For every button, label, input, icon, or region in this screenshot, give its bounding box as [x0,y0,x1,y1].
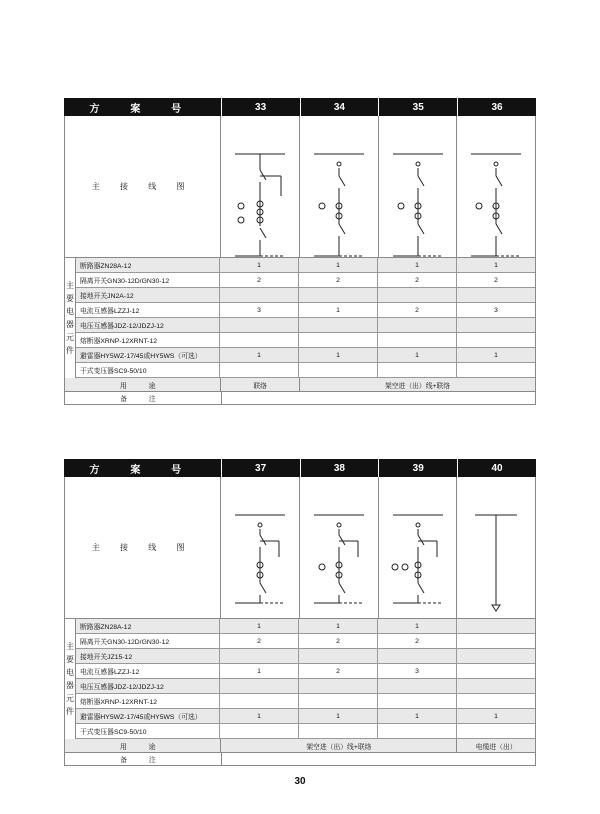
usage-label: 用 途 [65,739,221,752]
components-block [64,258,536,378]
components-block [64,619,536,739]
wiring-diagram-35 [379,116,458,257]
scheme-number: 36 [457,98,536,116]
table-header [64,98,536,116]
component-row [76,649,535,664]
component-quantity [220,679,299,693]
wiring-diagram-38 [300,477,379,618]
component-quantity [378,694,457,708]
component-quantity: 1 [494,261,498,269]
scheme-number-label: 方 案 号 [89,103,196,115]
component-name: 电流互感器LZZJ-12 [76,664,220,678]
component-quantity [457,649,535,663]
component-quantity: 2 [299,664,378,678]
wiring-diagram-39 [379,477,458,618]
component-name: 熔断器XRNP-12XRNT-12 [76,694,220,708]
scheme-table-1 [64,98,536,405]
component-quantity: 1 [378,619,457,633]
component-quantity [299,318,378,332]
scheme-number: 39 [378,459,457,477]
component-row [76,694,535,709]
component-quantity [457,363,535,377]
component-row [76,258,535,273]
component-name: 干式变压器SC9-50/10 [76,363,220,377]
component-quantity [220,333,299,347]
component-quantity [299,679,378,693]
wiring-diagram-36 [457,116,535,257]
usage-cell: 架空进（出）线+联络 [221,739,457,752]
component-rows [76,258,535,378]
component-quantity [378,649,457,663]
scheme-number: 34 [300,98,379,116]
usage-row [64,739,536,753]
component-quantity [378,363,457,377]
component-name: 干式变压器SC9-50/10 [76,724,220,738]
component-row [76,288,535,303]
component-quantity: 1 [220,664,299,678]
note-label: 备 注 [65,753,222,765]
component-quantity [457,724,535,738]
component-quantity: 1 [299,709,378,723]
component-quantity: 1 [299,348,378,362]
component-row [76,724,535,739]
component-quantity [378,724,457,738]
component-name: 接地开关JN2A-12 [76,288,220,302]
component-quantity: 3 [220,303,299,317]
component-quantity: 1 [220,348,299,362]
component-quantity [457,288,535,302]
usage-cell: 联络 [221,378,300,391]
component-quantity [457,664,535,678]
wiring-diagram-row [64,116,536,258]
component-quantity [220,694,299,708]
component-quantity [457,318,535,332]
component-quantity [220,363,299,377]
component-quantity [220,318,299,332]
wiring-diagram-33 [221,116,300,257]
component-quantity: 1 [220,258,299,272]
component-name: 接地开关JZ15-12 [76,649,220,663]
component-quantity [457,634,535,648]
component-row [76,664,535,679]
component-quantity [220,649,299,663]
scheme-number: 37 [221,459,300,477]
component-quantity [220,724,299,738]
component-quantity [299,649,378,663]
component-name: 电压互感器JDZ-12/JDZJ-12 [76,318,220,332]
component-quantity: 2 [378,634,457,648]
component-row [76,318,535,333]
component-quantity [299,363,378,377]
component-row [76,634,535,649]
component-quantity: 1 [220,619,299,633]
component-quantity [457,694,535,708]
component-quantity [378,318,457,332]
component-row [76,679,535,694]
component-quantity: 1 [494,712,498,720]
component-quantity [299,333,378,347]
component-name: 避雷器HY5WZ-17/45或HY5WS（可选） [76,709,220,723]
usage-label: 用 途 [65,378,221,391]
component-quantity: 2 [299,634,378,648]
component-quantity: 3 [494,306,498,314]
component-row [76,348,535,363]
component-quantity [378,679,457,693]
component-quantity: 2 [378,303,457,317]
component-quantity [220,288,299,302]
component-quantity: 1 [378,709,457,723]
scheme-number: 33 [221,98,300,116]
scheme-number: 38 [300,459,379,477]
component-quantity [299,724,378,738]
component-quantity: 3 [378,664,457,678]
scheme-table-2 [64,459,536,766]
component-quantity: 2 [494,276,498,284]
component-name: 隔离开关GN30-12D/GN30-12 [76,273,220,287]
component-quantity [378,333,457,347]
component-rows [76,619,535,739]
usage-row [64,378,536,392]
component-name: 熔断器XRNP-12XRNT-12 [76,333,220,347]
component-name: 断路器ZN28A-12 [76,619,220,633]
component-quantity: 1 [494,351,498,359]
component-name: 电压互感器JDZ-12/JDZJ-12 [76,679,220,693]
component-row [76,363,535,378]
scheme-number: 40 [457,459,536,477]
usage-cell: 电缆进（出） [475,743,517,751]
component-name: 避雷器HY5WZ-17/45或HY5WS（可选） [76,348,220,362]
component-name: 电流互感器LZZJ-12 [76,303,220,317]
wiring-diagram-34 [300,116,379,257]
component-quantity: 1 [299,619,378,633]
component-quantity [457,679,535,693]
component-quantity: 1 [299,303,378,317]
wiring-diagram-40 [457,477,535,618]
component-quantity [457,333,535,347]
scheme-number: 35 [378,98,457,116]
component-row [76,709,535,724]
component-quantity [299,288,378,302]
component-quantity: 1 [220,709,299,723]
table-header [64,459,536,477]
component-row [76,619,535,634]
components-side-label: 主 要 电 器 元 件 [65,619,76,739]
component-row [76,303,535,318]
component-quantity: 1 [299,258,378,272]
page-number: 30 [294,776,306,787]
diagram-label: 主 接 线 图 [65,477,221,618]
component-quantity: 2 [378,273,457,287]
note-label: 备 注 [65,392,222,404]
component-name: 隔离开关GN30-12D/GN30-12 [76,634,220,648]
component-quantity: 2 [220,273,299,287]
component-row [76,333,535,348]
component-quantity [457,619,535,633]
component-row [76,273,535,288]
component-quantity: 2 [220,634,299,648]
note-row [64,753,536,766]
component-name: 断路器ZN28A-12 [76,258,220,272]
component-quantity: 2 [299,273,378,287]
component-quantity [299,694,378,708]
component-quantity [378,288,457,302]
usage-cell: 架空进（出）线+联络 [384,382,451,390]
note-row [64,392,536,405]
component-quantity: 1 [378,258,457,272]
component-quantity: 1 [378,348,457,362]
wiring-diagram-row [64,477,536,619]
diagram-label: 主 接 线 图 [65,116,221,257]
components-side-label: 主 要 电 器 元 件 [65,258,76,378]
wiring-diagram-37 [221,477,300,618]
scheme-number-label: 方 案 号 [89,464,196,476]
